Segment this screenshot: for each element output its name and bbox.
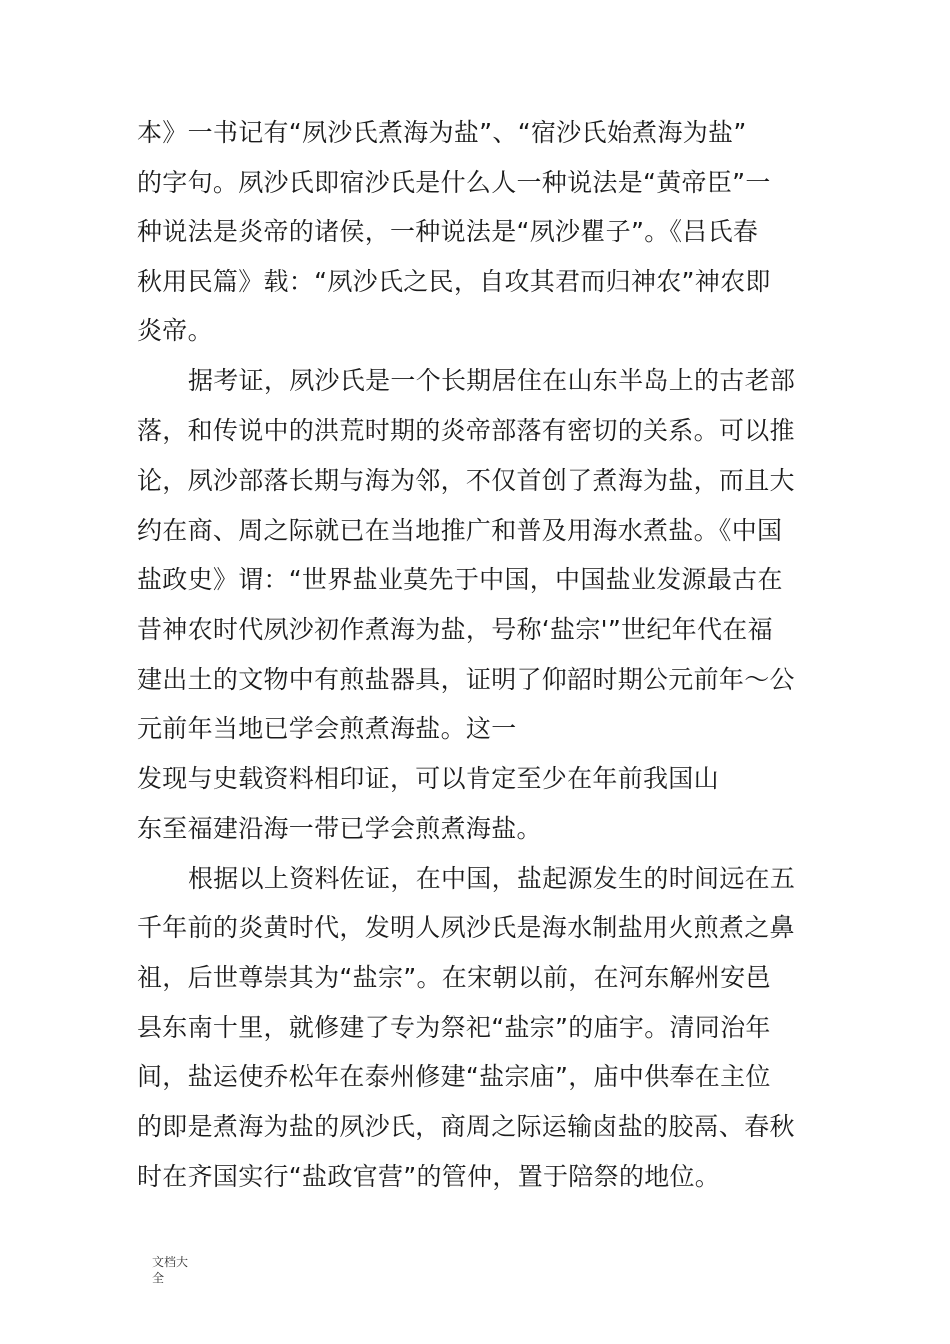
text-line: 的即是煮海为盐的夙沙氏，商周之际运输卤盐的胶鬲、春秋 bbox=[137, 1112, 795, 1141]
text-line: 昔神农时代夙沙初作煮海为盐，号称‘盐宗'”世纪年代在福 bbox=[137, 615, 773, 644]
text-line: 炎帝。 bbox=[137, 316, 213, 345]
paragraph-start-line: 根据以上资料佐证，在中国，盐起源发生的时间远在五 bbox=[188, 864, 796, 893]
text-line: 论，夙沙部落长期与海为邻，不仅首创了煮海为盐，而且大 bbox=[137, 466, 795, 495]
footer-label: 文档大全 bbox=[152, 1255, 189, 1285]
paragraph-start-line: 据考证，夙沙氏是一个长期居住在山东半岛上的古老部 bbox=[188, 366, 796, 395]
text-line: 发现与史载资料相印证，可以肯定至少在年前我国山 bbox=[137, 764, 719, 793]
text-line: 祖，后世尊崇其为“盐宗”。在宋朝以前，在河东解州安邑 bbox=[137, 963, 771, 992]
text-line: 东至福建沿海一带已学会煎煮海盐。 bbox=[137, 814, 542, 843]
text-line: 千年前的炎黄时代，发明人夙沙氏是海水制盐用火煎煮之鼻 bbox=[137, 913, 795, 942]
text-line: 种说法是炎帝的诸侯，一种说法是“夙沙瞿子”。《吕氏春 bbox=[137, 217, 759, 246]
text-line: 间，盐运使乔松年在泰州修建“盐宗庙”，庙中供奉在主位 bbox=[137, 1062, 771, 1091]
text-line: 时在齐国实行“盐政官营”的管仲，置于陪祭的地位。 bbox=[137, 1162, 721, 1191]
text-line: 县东南十里，就修建了专为祭祀“盐宗”的庙宇。清同治年 bbox=[137, 1013, 771, 1042]
text-line: 秋用民篇》载：“夙沙氏之民，自攻其君而归神农”神农即 bbox=[137, 267, 771, 296]
text-line: 本》一书记有“夙沙氏煮海为盐”、“宿沙氏始煮海为盐” bbox=[137, 118, 747, 147]
text-line: 落，和传说中的洪荒时期的炎帝部落有密切的关系。可以推 bbox=[137, 416, 795, 445]
text-line: 元前年当地已学会煎煮海盐。这一 bbox=[137, 714, 517, 743]
text-line: 的字句。夙沙氏即宿沙氏是什么人一种说法是“黄帝臣”一 bbox=[137, 168, 771, 197]
text-line: 建出土的文物中有煎盐器具，证明了仰韶时期公元前年〜公 bbox=[137, 665, 795, 694]
text-line: 盐政史》谓：“世界盐业莫先于中国，中国盐业发源最古在 bbox=[137, 565, 783, 594]
text-line: 约在商、周之际就已在当地推广和普及用海水煮盐。《中国 bbox=[137, 516, 783, 545]
